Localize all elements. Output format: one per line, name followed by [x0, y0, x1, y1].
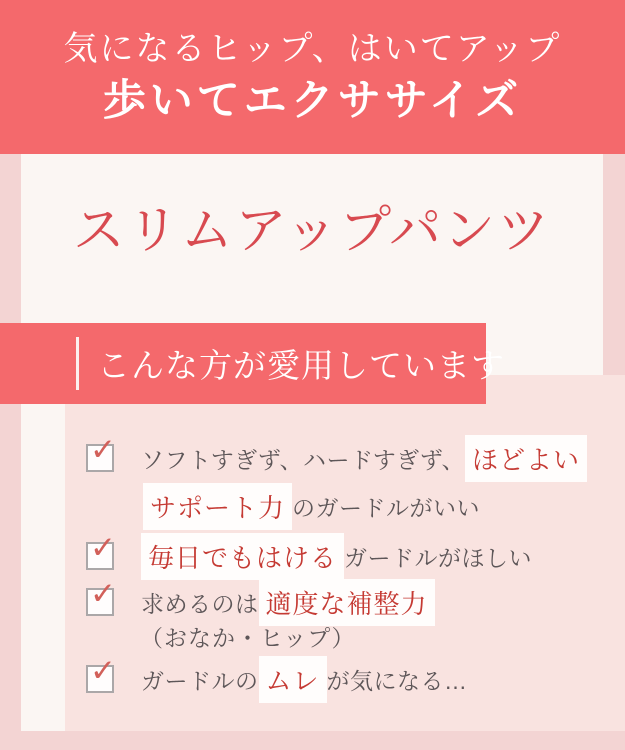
hero-subtagline: 歩いてエクササイズ: [102, 76, 523, 127]
check-icon: ✓: [90, 530, 116, 566]
item-text-normal: 求めるのは: [141, 590, 259, 617]
checklist-item: [86, 653, 468, 701]
banner-accent-line: [76, 337, 79, 390]
checklist-item-continuation: [143, 484, 480, 528]
item-text-normal: ソフトすぎず、ハードすぎず、: [141, 446, 465, 473]
hero-band: [0, 0, 625, 154]
item-subnote-text: （おなか・ヒップ）: [140, 624, 356, 651]
item-text-normal: のガードルがいい: [292, 494, 481, 521]
item-text-normal: ガードルの: [141, 667, 259, 694]
checkbox-checked[interactable]: [86, 530, 116, 570]
checkbox-checked[interactable]: [86, 653, 116, 693]
item-text-normal: が気になる…: [326, 667, 468, 694]
check-icon: ✓: [90, 576, 116, 612]
item-text-highlight: サポート力: [143, 483, 292, 530]
hero-tagline: 気になるヒップ、はいてアップ: [63, 28, 562, 69]
checklist-item: [86, 576, 435, 624]
item-text-normal: ガードルがほしい: [344, 544, 533, 571]
section-heading: こんな方が愛用しています: [97, 346, 505, 385]
checkbox-checked[interactable]: [86, 432, 116, 472]
checklist-item: [86, 432, 587, 480]
checklist-item-subnote: [140, 622, 356, 650]
section-banner: [0, 323, 505, 404]
checkbox-checked[interactable]: [86, 576, 116, 616]
item-text-highlight: 適度な補整力: [259, 579, 435, 626]
item-text-highlight: ムレ: [259, 656, 327, 703]
check-icon: ✓: [90, 432, 116, 468]
item-text-highlight: ほどよい: [465, 435, 587, 482]
item-text-highlight: 毎日でもはける: [141, 533, 344, 580]
checklist-item: [86, 530, 533, 578]
check-icon: ✓: [90, 653, 116, 689]
product-title: スリムアップパンツ: [72, 201, 552, 261]
